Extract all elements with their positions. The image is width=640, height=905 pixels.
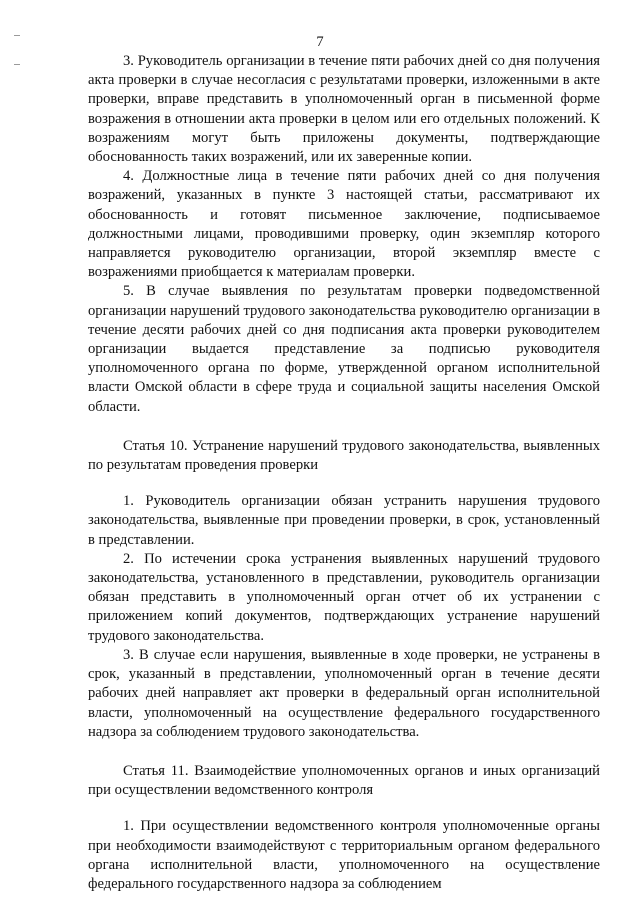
paragraph-9-4: 4. Должностные лица в течение пяти рабочих дней со дня получения возражений, указанных в пункте 3 настоящей статьи, рассматривают их обоснованность и готовят письменное заключение, подписываемое должностными лицами, проводившими проверку, один экземпляр которого направляется руководителю организации, второй экземпляр вместе с возражениями приобщается к материалам проверки.	[88, 168, 600, 281]
paragraph-11-1: 1. При осуществлении ведомственного контроля уполномоченные органы при необходимости взаимодействуют с территориальным органом федерального органа исполнительной власти, уполномоченного на осуществление федерального государственного надзора за соблюдением	[88, 818, 600, 892]
scan-margin-mark	[14, 64, 20, 65]
spacer	[88, 800, 600, 817]
article-11-heading: Статья 11. Взаимодействие уполномоченных органов и иных организаций при осуществлении ведомственного контроля	[88, 762, 600, 799]
spacer	[88, 742, 600, 762]
paragraph-10-3: 3. В случае если нарушения, выявленные в ходе проверки, не устранены в срок, указанный в представлении, уполномоченный орган в течение десяти рабочих дней направляет акт проверки в федеральный орган исполнительной власти, уполномоченный на осуществление федерального государственного надзора за соблюдением трудового законодательства.	[88, 646, 600, 740]
paragraph-9-5: 5. В случае выявления по результатам проверки подведомственной организации нарушений трудового законодательства руководителю организации в течение десяти рабочих дней со дня подписания акта проверки руководителем организации выдается представление за подписью руководителя уполномоченного органа по форме, утвержденной органом исполнительной власти Омской области в сфере труда и социальной защиты населения Омской области.	[88, 283, 600, 415]
spacer	[88, 475, 600, 492]
page-number: 7	[316, 34, 324, 50]
paragraph-10-1: 1. Руководитель организации обязан устранить нарушения трудового законодательства, выявленные при проведении проверки, в срок, установленный в представлении.	[88, 493, 600, 548]
article-10-heading: Статья 10. Устранение нарушений трудового законодательства, выявленных по результатам проведения проверки	[88, 437, 600, 474]
spacer	[88, 417, 600, 437]
document-body	[88, 52, 600, 894]
paragraph-9-3: 3. Руководитель организации в течение пяти рабочих дней со дня получения акта проверки в случае несогласия с результатами проверки, изложенными в акте проверки, вправе представить в уполномоченный орган в письменной форме возражения в отношении акта проверки в целом или его отдельных положений. К возражениям могут быть приложены документы, подтверждающие обоснованность таких возражений, или их заверенные копии.	[88, 53, 600, 166]
paragraph-10-2: 2. По истечении срока устранения выявленных нарушений трудового законодательства, установленного в представлении, руководитель организации обязан представить в уполномоченный орган отчет об их устранении с приложением копий документов, подтверждающих устранение нарушений трудового законодательства.	[88, 550, 600, 644]
